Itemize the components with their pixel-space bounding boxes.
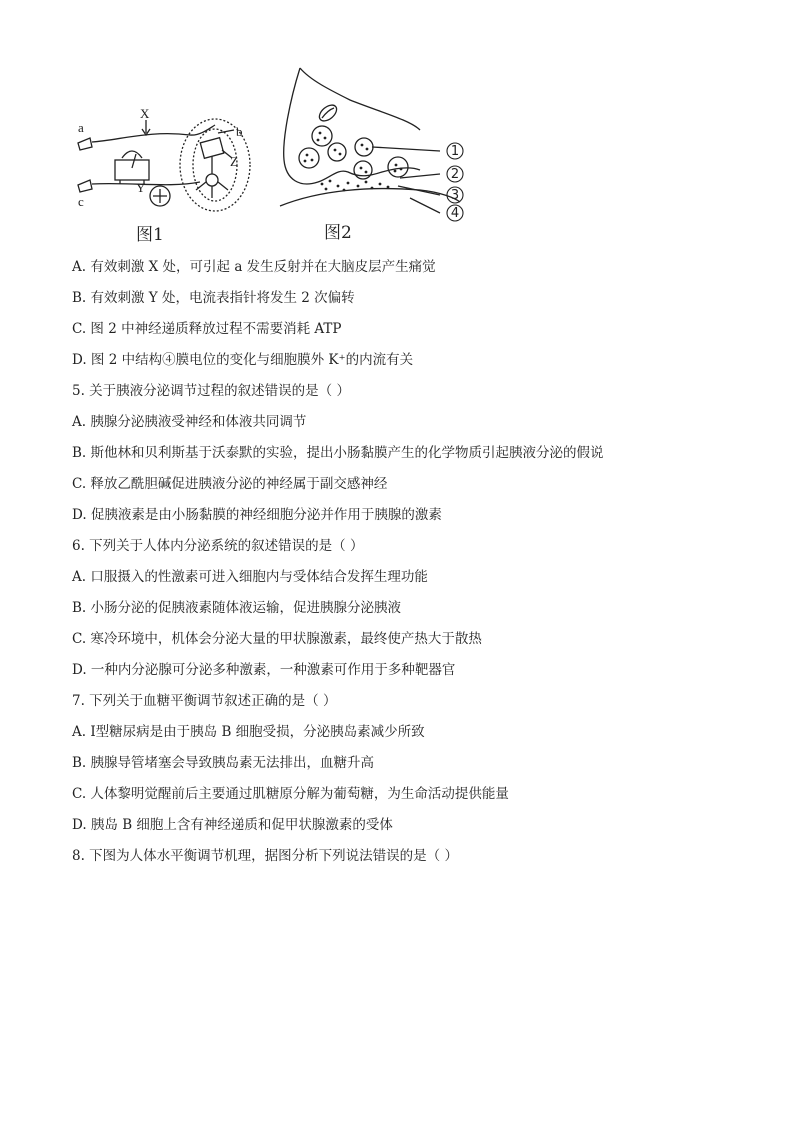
label-c: c — [78, 194, 84, 209]
option-6c: C. 寒冷环境中，机体会分泌大量的甲状腺激素，最终使产热大于散热 — [72, 631, 482, 647]
option-4b: B. 有效刺激 Y 处，电流表指针将发生 2 次偏转 — [72, 290, 355, 306]
label-b: b — [236, 124, 243, 139]
option-6a: A. 口服摄入的性激素可进入细胞内与受体结合发挥生理功能 — [72, 569, 428, 585]
option-6b: B. 小肠分泌的促胰液素随体液运输，促进胰腺分泌胰液 — [72, 600, 402, 616]
label-z: Z — [230, 154, 238, 169]
option-7c: C. 人体黎明觉醒前后主要通过肌糖原分解为葡萄糖，为生命活动提供能量 — [72, 786, 509, 802]
figure1-caption: 图1 — [136, 225, 164, 245]
label-y: Y — [136, 180, 146, 195]
option-4c: C. 图 2 中神经递质释放过程不需要消耗 ATP — [72, 321, 342, 337]
question-6: 6. 下列关于人体内分泌系统的叙述错误的是（ ） — [72, 538, 364, 554]
marker-3: 3 — [450, 188, 460, 203]
label-x: X — [140, 106, 150, 121]
option-5c: C. 释放乙酰胆碱促进胰液分泌的神经属于副交感神经 — [72, 476, 388, 492]
option-6d: D. 一种内分泌腺可分泌多种激素，一种激素可作用于多种靶器官 — [72, 662, 456, 678]
figure1-reflex-arc — [0, 0, 794, 250]
label-a: a — [78, 120, 84, 135]
option-4d: D. 图 2 中结构④膜电位的变化与细胞膜外 K⁺的内流有关 — [72, 352, 414, 368]
marker-4: 4 — [450, 206, 460, 221]
question-7: 7. 下列关于血糖平衡调节叙述正确的是（ ） — [72, 693, 337, 709]
option-4a: A. 有效刺激 X 处，可引起 a 发生反射并在大脑皮层产生痛觉 — [72, 259, 436, 275]
option-5b: B. 斯他林和贝利斯基于沃泰默的实验，提出小肠黏膜产生的化学物质引起胰液分泌的假说 — [72, 445, 604, 461]
option-7d: D. 胰岛 B 细胞上含有神经递质和促甲状腺激素的受体 — [72, 817, 393, 833]
question-8: 8. 下图为人体水平衡调节机理，据图分析下列说法错误的是（ ） — [72, 848, 458, 864]
question-text — [72, 252, 732, 872]
figures-area — [0, 0, 794, 250]
question-5: 5. 关于胰液分泌调节过程的叙述错误的是（ ） — [72, 383, 350, 399]
option-7a: A. Ⅰ型糖尿病是由于胰岛 B 细胞受损，分泌胰岛素减少所致 — [72, 724, 425, 740]
option-5d: D. 促胰液素是由小肠黏膜的神经细胞分泌并作用于胰腺的激素 — [72, 507, 442, 523]
figure2-caption: 图2 — [324, 223, 352, 243]
marker-1: 1 — [450, 144, 460, 159]
option-5a: A. 胰腺分泌胰液受神经和体液共同调节 — [72, 414, 307, 430]
marker-2: 2 — [450, 167, 460, 182]
option-7b: B. 胰腺导管堵塞会导致胰岛素无法排出，血糖升高 — [72, 755, 375, 771]
